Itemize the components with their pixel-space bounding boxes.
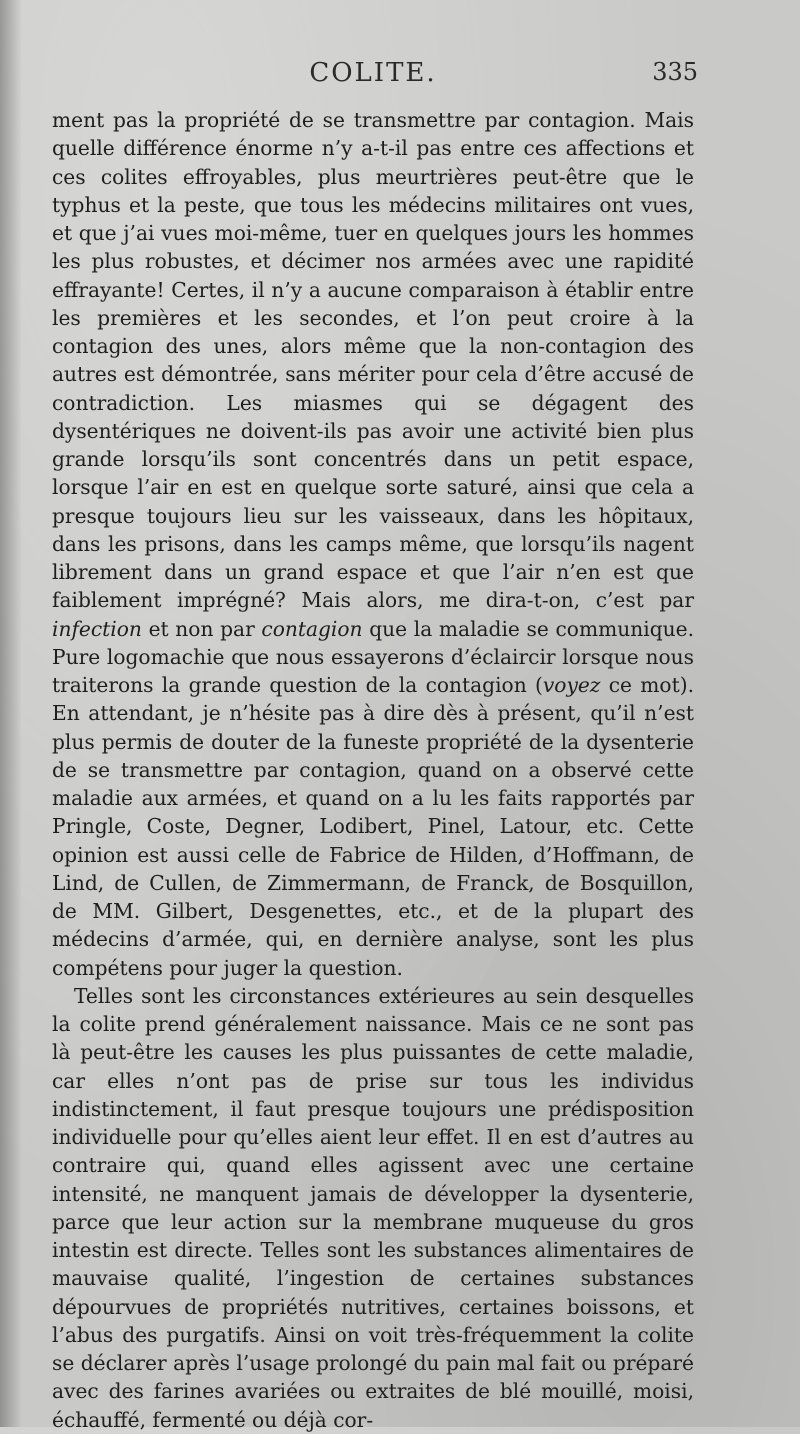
paragraph1-text-3: que la maladie se communique. Pure logomachie que nous essayerons d’éclaircir lorsque nous traiterons la grande question de la contagion ( (52, 616, 694, 697)
running-title: COLITE. (309, 58, 437, 88)
paragraph1-text-2: et non par (141, 616, 262, 641)
page-number: 335 (652, 58, 698, 86)
page-edge-shadow (0, 0, 22, 1427)
italic-term-infection: infection (52, 616, 142, 641)
paragraph1-text-4: ce mot). En attendant, je n’hésite pas à dire dès à présent, qu’il n’est plus permis de douter de la funeste propriété de la dysenterie de se transmettre par contagion, quand on a observé cette maladie aux armées, et quand on a lu les faits rapportés par Pringle, Coste, Degner, Lodibert, Pinel, Latour, etc. Cette opinion est aussi celle de Fabrice de Hilden, d’Hoffmann, de Lind, de Cullen, de Zimmermann, de Franck, de Bosquillon, de MM. Gilbert, Desgenettes, etc., et de la plupart des médecins d’armée, qui, en dernière analyse, sont les plus compétens pour juger la question. (52, 673, 694, 980)
running-head (52, 58, 698, 106)
book-page (52, 58, 698, 1432)
italic-term-voyez: voyez (542, 673, 601, 697)
paragraph1-text-1: ment pas la propriété de se transmettre par contagion. Mais quelle différence énorme n’y a-t-il pas entre ces affections et ces colites effroyables, plus meurtrières peut-être que le typhus et la peste, que tous les médecins militaires ont vues, et que j’ai vues moi-même, tuer en quelques jours les hommes les plus robustes, et décimer nos armées avec une rapidité effrayante! Certes, il n’y a aucune comparaison à établir entre les premières et les secondes, et l’on peut croire à la contagion des unes, alors même que la non-contagion des autres est démontrée, sans mériter pour cela d’être accusé de contradiction. Les miasmes qui se dégagent des dysentériques ne doivent-ils pas avoir une activité bien plus grande lorsqu’ils sont concentrés dans un petit espace, lorsque l’air en est en quelque sorte saturé, ainsi que cela a presque toujours lieu sur les vaisseaux, dans les hôpitaux, dans les prisons, dans les camps même, que lorsqu’ils nagent librement dans un grand espace et que l’air n’en est que faiblement imprégné? Mais alors, me dira-t-on, c’est par (52, 108, 694, 613)
paragraph-causes: Telles sont les circonstances extérieures au sein desquelles la colite prend généralement naissance. Mais ce ne sont pas là peut-être les causes les plus puissantes de cette maladie, car elles n’ont pas de prise sur tous les individus indistinctement, il faut presque toujours une prédisposition individuelle pour qu’elles aient leur effet. Il en est d’autres au contraire qui, quand elles agissent avec une certaine intensité, ne manquent jamais de développer la dysenterie, parce que leur action sur la membrane muqueuse du gros intestin est directe. Telles sont les substances alimentaires de mauvaise qualité, l’ingestion de certaines substances dépourvues de propriétés nutritives, certaines boissons, et l’abus des purgatifs. Ainsi on voit très-fréquemment la colite se déclarer après l’usage prolongé du pain mal fait ou préparé avec des farines avariées ou extraites de blé mouillé, moisi, échauffé, fermenté ou déjà cor- (52, 983, 694, 1432)
body-text (52, 106, 694, 1434)
paragraph-continuation (52, 106, 694, 982)
italic-term-contagion: contagion (261, 616, 363, 641)
